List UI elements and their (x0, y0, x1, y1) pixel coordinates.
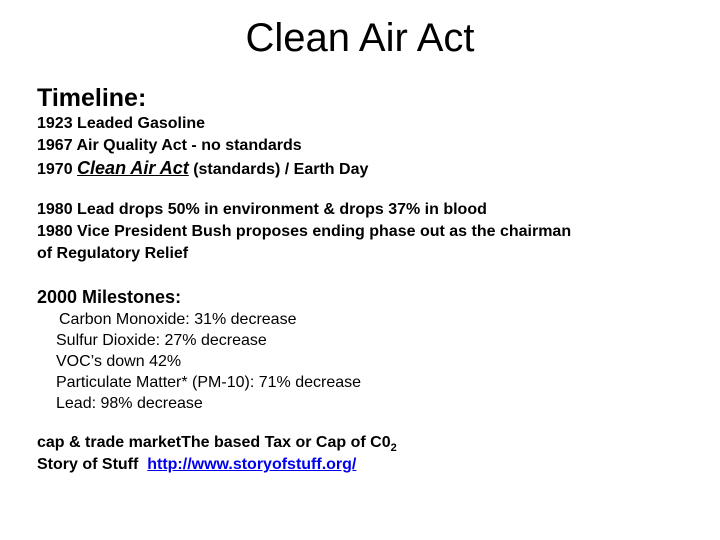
timeline-item-1980-bush-line1: 1980 Vice President Bush proposes ending phase out as the chairman (37, 223, 572, 240)
story-of-stuff-link[interactable]: http://www.storyofstuff.org/ (147, 456, 357, 473)
milestones-heading: 2000 Milestones: (37, 287, 182, 307)
slide-content (37, 83, 697, 476)
timeline-item-1970-year: 1970 (37, 161, 73, 178)
slide-title: Clean Air Act (245, 16, 475, 60)
timeline-item-1970 (37, 157, 697, 181)
milestone-particulate-matter: Particulate Matter* (PM-10): 71% decrease (56, 374, 362, 391)
co2-subscript: 2 (390, 442, 397, 455)
cap-and-trade-line (37, 432, 697, 454)
timeline-item-1980-lead: 1980 Lead drops 50% in environment & drops 37% in blood (37, 201, 487, 218)
timeline-item-1967: 1967 Air Quality Act - no standards (37, 137, 302, 154)
milestone-carbon-monoxide: Carbon Monoxide: 31% decrease (59, 311, 297, 328)
timeline-item-1970-rest: (standards) / Earth Day (193, 161, 369, 178)
milestone-lead: Lead: 98% decrease (56, 395, 203, 412)
story-of-stuff-line (37, 454, 697, 476)
timeline-item-1980-bush-line2: of Regulatory Relief (37, 245, 189, 262)
timeline-item-1923: 1923 Leaded Gasoline (37, 115, 206, 132)
milestone-sulfur-dioxide: Sulfur Dioxide: 27% decrease (56, 332, 267, 349)
clean-air-act-emphasis: Clean Air Act (77, 158, 189, 178)
cap-and-trade-text: cap & trade marketThe based Tax or Cap of C0 (37, 434, 391, 451)
milestone-voc: VOC’s down 42% (56, 353, 182, 370)
timeline-heading: Timeline: (37, 84, 147, 112)
story-of-stuff-label: Story of Stuff (37, 456, 139, 473)
